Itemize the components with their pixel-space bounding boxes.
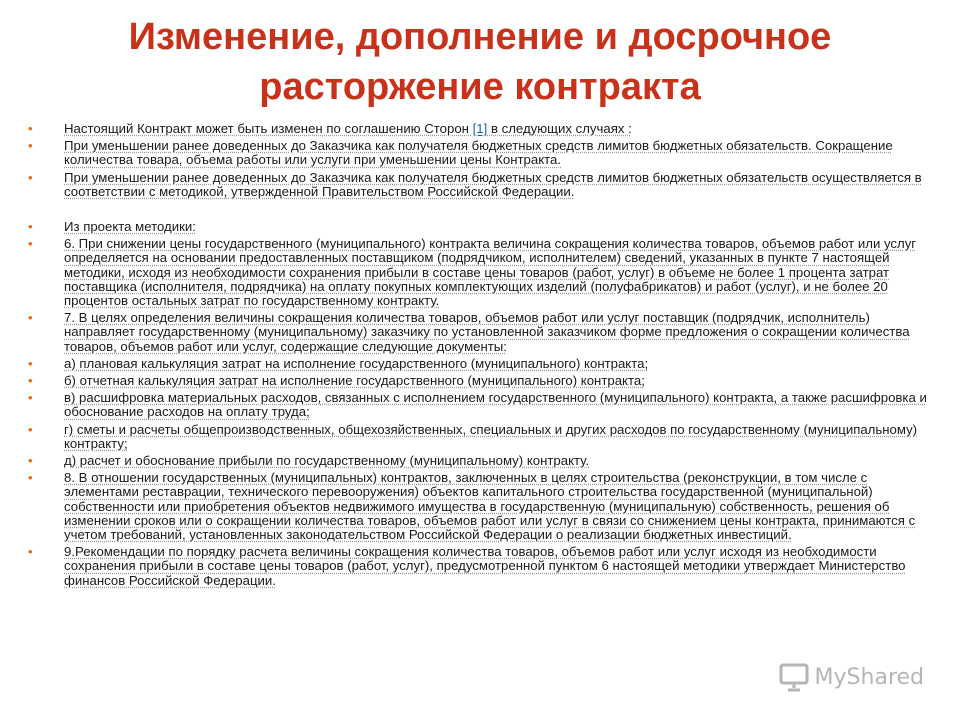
bullet-list [28,122,940,591]
bullet-item-9: • в) расшифровка материальных расходов, связанных с исполнением государственного (муниципального) контракта, а также расшифровка и обоснование расходов на оплату труда; [28,391,940,419]
bullet-item-12: • 8. В отношении государственных (муниципальных) контрактов, заключенных в целях строительства (реконструкции, в том числе с элементами реставрации, технического перевооружения) объектов капитального строительства государственной (муниципальной) собственности или приобретения объектов недвижимого имущества в государственную (муниципальную) собственность, решения об изменении сроков или о сокращении количества товаров, объемов работ или услуг в связи со снижением цены контракта, принимаются с учетом требований, установленных законодательством Российской Федерации о реализации бюджетных инвестиций. [28,471,940,542]
bullet-item-8: • б) отчетная калькуляция затрат на исполнение государственного (муниципального) контракта; [28,374,940,388]
title-line-2: расторжение контракта [259,66,701,108]
presentation-board-icon [779,662,809,692]
title-line-1: Изменение, дополнение и досрочное [128,16,832,58]
bullet-item-4: • Из проекта методики: [28,220,940,234]
bullet-1-text-pre: Настоящий Контракт может быть изменен по соглашению Сторон [64,121,473,136]
bullet-item-2: • При уменьшении ранее доведенных до Заказчика как получателя бюджетных средств лимитов бюджетных обязательств. Сокращение количества товара, объема работы или услуги при уменьшении цены Контракта. [28,139,940,167]
watermark-brand: MyShared [814,664,924,690]
bullet-item-1 [28,122,940,136]
slide-title [40,12,920,112]
bullet-item-11: • д) расчет и обоснование прибыли по государственному (муниципальному) контракту. [28,454,940,468]
bullet-item-10: • г) сметы и расчеты общепроизводственных, общехозяйственных, специальных и других расходов по государственному (муниципальному) контракту; [28,423,940,451]
bullet-item-7: • а) плановая калькуляция затрат на исполнение государственного (муниципального) контракта; [28,357,940,371]
bullet-item-6: • 7. В целях определения величины сокращения количества товаров, объемов работ или услуг поставщик (подрядчик, исполнитель) направляет государственному (муниципальному) заказчику по установленной заказчиком форме предложения о сокращении количества товаров, объемов работ или услуг, содержащие следующие документы: [28,311,940,354]
bullet-item-3: • При уменьшении ранее доведенных до Заказчика как получателя бюджетных средств лимитов бюджетных обязательств осуществляется в соответствии с методикой, утвержденной Правительством Российской Федерации. [28,171,940,199]
bullet-item-13: • 9.Рекомендации по порядку расчета величины сокращения количества товаров, объемов работ или услуг исходя из необходимости сохранения прибыли в составе цены товаров (работ, услуг), предусмотренной пунктом 6 настоящей методики утверждает Министерство финансов Российской Федерации. [28,545,940,588]
watermark [779,662,924,692]
bullet-item-5: • 6. При снижении цены государственного (муниципального) контракта величина сокращения количества товаров, объемов работ или услуг определяется на основании предоставленных поставщиком (подрядчиком, исполнителем) сведений, указанных в пункте 7 настоящей методики, исходя из необходимости сохранения прибыли в составе цены товаров (работ, услуг) в объеме не более 1 процента затрат поставщика (исполнителя, подрядчика) на оплату покупных комплектующих изделий (полуфабрикатов) и работ (услуг), и не более 20 процентов остальных затрат по государственному контракту. [28,237,940,308]
footnote-link[interactable]: [1] [472,121,488,136]
bullet-1-text-post: в следующих случаях : [487,121,632,136]
